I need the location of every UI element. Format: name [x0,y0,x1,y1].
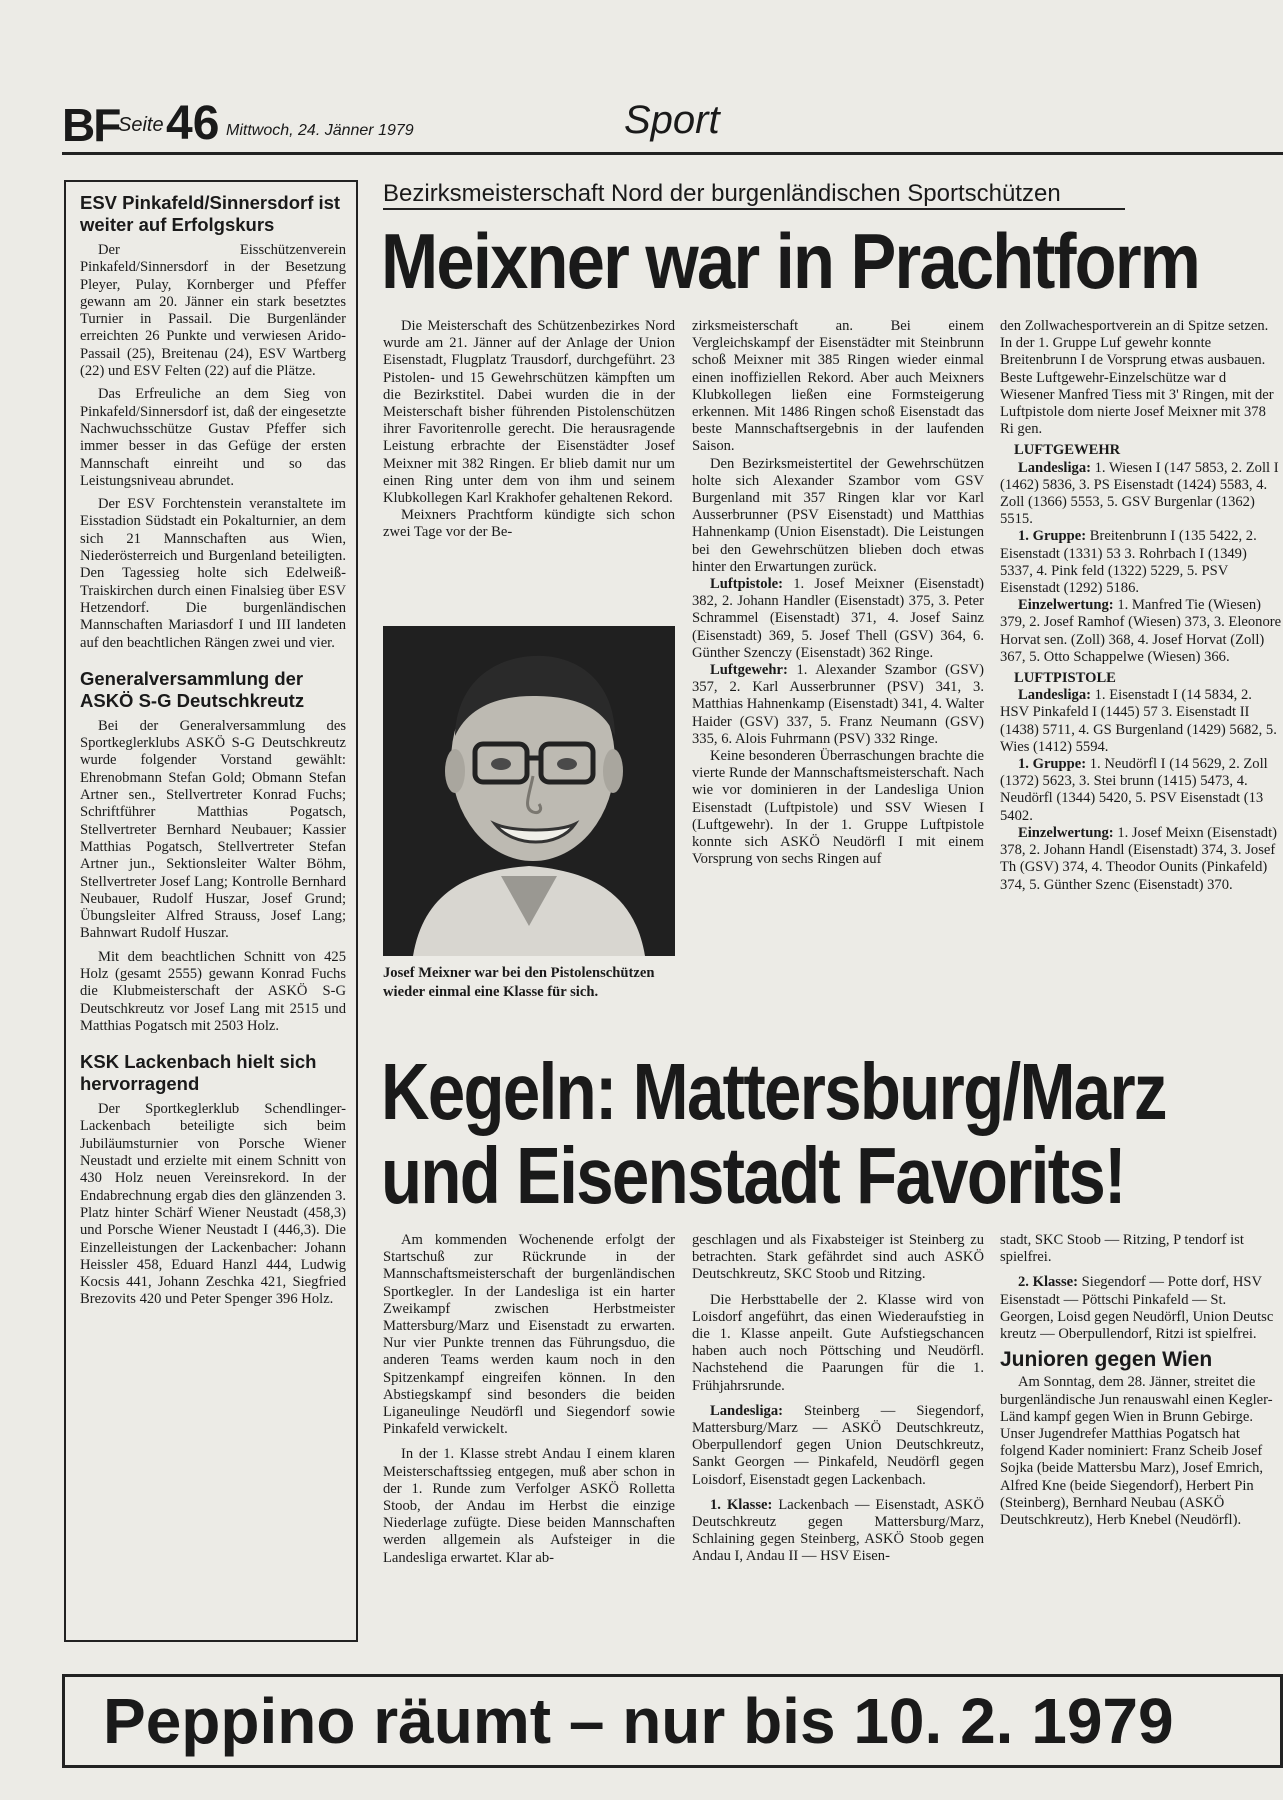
result-text: 1. Manfred Tie (Wiesen) 379, 2. Josef Ramhof (Wiesen) 373, 3. Eleonore Horvat sen. (Zoll) 368, 4. Josef Horvat (Zoll) 367, 5. Otto Schappelwe (Wiesen) 366. [1000,597,1282,665]
result-text: Siegendorf — Potte dorf, HSV Eisenstadt — Pöttschi Pinkafeld — St. Georgen, Loisd gegen Neudörfl, Union Deutsc kreutz — Oberpullendorf, Ritzi ist spielfrei. [1000,1274,1274,1343]
article-paragraph: geschlagen und als Fixabsteiger ist Steinberg zu betrachten. Stark gefährdet sind auch ASKÖ Deutschkreutz, SKC Stoob und Ritzing. [692,1232,984,1283]
result-label: 1. Klasse: [710,1496,773,1513]
article-paragraph: Am Sonntag, dem 28. Jänner, streitet die burgenländische Jun renauswahl einen Kegler-Länd kampf gegen Wien in Brunn Gebirge. Unser Jugendrefer Matthias Pogatsch hat folgend Kader nominiert: Franz Scheib Josef Sojka (beide Mattersbu Marz), Josef Emrich, Alfred Kne (beide Siegendorf), Herbert Pin (Steinberg), Bernhard Neubau (ASKÖ Deutschkreutz), Herb Knebel (Neudörfl). [1000,1374,1273,1529]
result-text: 1. Neudörfl I (14 5629, 2. Zoll (1372) 5623, 3. Stei brunn (1415) 5473, 4. Neudörfl (1344) 5420, 5. PSV Eisenstadt (13 5402. [1000,756,1268,824]
result-label: Landesliga: [1018,459,1091,476]
result-label: Landesliga: [1018,687,1091,704]
section-title: Sport [624,98,720,142]
left-paragraph: Das Erfreuliche an dem Sieg von Pinkafeld/Sinnersdorf ist, daß der eingesetzte Nachwuchsschütze Gustav Pfeffer sich immer besser in das Gefüge der ersten Mannschaft einreiht und so das Leistungsniveau abrundet. [80,386,346,489]
result-text: 1. Josef Meixner (Eisenstadt) 382, 2. Johann Handler (Eisenstadt) 375, 3. Peter Schrammel (Eisenstadt) 371, 4. Josef Sainz (Eisenstadt) 369, 5. Josef Thell (GSV) 364, 6. Günther Szenczy (Eisenstadt) 362 Ringe. [692,576,984,661]
result-label: Landesliga: [710,1402,783,1419]
result-text: 1. Eisenstadt I (14 5834, 2. HSV Pinkafeld I (1445) 57 3. Eisenstadt II (1438) 5711, 4. GS Burgenland (1429) 5682, 5. Wies (1412) 5594. [1000,687,1277,755]
left-paragraph: Der ESV Forchtenstein veranstaltete im Eisstadion Südstadt ein Pokalturnier, an dem sich 21 Mannschaften aus Wien, Niederösterreich und Burgenland beteiligten. Den Tagessieg holte sich Edelweiß-Traiskirchen durch einen Finalsieg über ESV Hetzendorf. Die burgenländischen Mannschaften Mariasdorf I und III landeten auf den beachtlichen Rängen zwei und vier. [80,496,346,651]
result-label: 1. Gruppe: [1018,528,1087,545]
masthead-rule [62,152,1283,155]
result-text: 1. Wiesen I (147 5853, 2. Zoll I (1462) 5836, 3. PS Eisenstadt (1424) 5583, 4. Zoll (1366) 5553, 5. GSV Burgenlar (1362) 5515. [1000,459,1279,528]
article-paragraph: Keine besonderen Überraschungen brachte die vierte Runde der Mannschaftsmeisterschaft. Nach wie vor dominieren in der Landesliga Union Eisenstadt (Luftpistole) und SSV Wiesen I (Luftgewehr). In der 1. Gruppe Luftpistole konnte sich ASKÖ Neudörfl I mit einem Vorsprung von sechs Ringen auf [692,748,984,868]
result-text: 1. Alexander Szambor (GSV) 357, 2. Karl Ausserbrunner (PSV) 341, 3. Matthias Hahnenkamp (Eisenstadt) 341, 4. Walter Haider (GSV) 337, 5. Franz Neumann (GSV) 335, 6. Alois Fuhrmann (PSV) 332 Ringe. [692,662,984,747]
result-label: Einzelwertung: [1018,824,1114,841]
result-label: Luftgewehr: [710,662,788,679]
article-paragraph: den Zollwachesportverein an di Spitze setzen. In der 1. Gruppe Luf gewehr konnte Breitenbrunn I de Vorsprung etwas ausbauen. Beste Luftgewehr-Einzelschütze war d Wiesener Manfred Tiess mit 3' Ringen, mit der Luftpistole dom nierte Josef Meixner mit 378 Ri gen. [1000,318,1274,438]
portrait-photo [383,626,675,956]
left-paragraph: Bei der Generalversammlung des Sportkeglerklubs ASKÖ S-G Deutschkreutz wurde folgender Vorstand gewählt: Ehrenobmann Stefan Gold; Obmann Stefan Artner sen., Stellvertreter Konrad Fuchs; Schriftführer Matthias Pogatsch, Stellvertreter Bernhard Neubauer; Kassier Matthias Pogatsch, Stellvertreter Stefan Artner jun., Sektionsleiter Walter Böhm, Stellvertreter Josef Lang; Kontrolle Bernhard Neubauer, Rudolf Huszar, Josef Grund; Übungsleiter Alfred Strauss, Josef Lang; Bahnwart Rudolf Huszar. [80,717,346,942]
portrait-image [383,626,675,956]
left-headline-2: Generalversammlung der ASKÖ S-G Deutschkreutz [80,667,305,711]
article1-column-3 [1000,318,1283,1024]
left-paragraph: Mit dem beachtlichen Schnitt von 425 Holz (gesamt 2555) gewann Konrad Fuchs die Klubmeisterschaft der ASKÖ S-G Deutschkreutz vor Josef Lang mit 2515 und Matthias Pogatsch mit 2503 Holz. [80,948,346,1034]
article-kicker: Bezirksmeisterschaft Nord der burgenländischen Sportschützen [383,180,1061,207]
article-paragraph: Den Bezirksmeistertitel der Gewehrschützen holte sich Alexander Szambor vom GSV Burgenland mit 357 Ringen klar vor Karl Ausserbrunner (PSV Eisenstadt) und Matthias Hahnenkamp (Union Eisenstadt). Die Leistungen bei den Gewehrschützen blieben doch etwas hinter den Erwartungen zurück. [692,455,984,575]
article2-column-3 [1000,1232,1283,1652]
newspaper-logo: BF [62,99,120,151]
result-text: 1. Josef Meixn (Eisenstadt) 378, 2. Johann Handl (Eisenstadt) 374, 3. Josef Th (GSV) 374, 4. Theodor Ounits (Pinkafeld) 374, 5. Günther Szenc (Eisenstadt) 370. [1000,824,1278,893]
result-text: Steinberg — Siegendorf, Mattersburg/Marz — ASKÖ Deutschkreutz, Oberpullendorf gegen Union Deutschkreutz, Sankt Georgen — Pinkafeld, Neudörfl gegen Loisdorf, Eisenstadt gegen Lackenbach. [692,1402,984,1488]
result-label: 1. Gruppe: [1018,756,1087,773]
page-label: Seite [118,114,164,136]
left-paragraph: Der Eisschützenverein Pinkafeld/Sinnersdorf in der Besetzung Pleyer, Pulay, Kornberger und Pfeffer gewann am 20. Jänner ein stark besetztes Turnier in Passail. Die Burgenländer erreichten 26 Punkte und verwiesen Arido-Passail (25), Breitenau (24), ESV Wartberg (22) und ESV Felten (22) auf die Plätze. [80,242,346,380]
advertisement-banner [62,1674,1283,1768]
article1-column-2 [692,318,984,1024]
article-paragraph: Meixners Prachtform kündigte sich schon zwei Tage vor der Be- [383,507,675,541]
photo-caption: Josef Meixner war bei den Pistolenschützen wieder einmal eine Klasse für sich. [383,965,655,1000]
article-paragraph: zirksmeisterschaft an. Bei einem Vergleichskampf der Eisenstädter mit Steinbrunn schoß Meixner mit 385 Ringen wieder einmal einen inoffiziellen Rekord. Aber auch Meixners Klubkollegen ließen eine Formsteigerung erkennen. Mit 1486 Ringen schoß Eisenstadt das beste Mannschaftsergebnis in der laufenden Saison. [692,318,984,455]
article-paragraph: Am kommenden Wochenende erfolgt der Startschuß zur Rückrunde in der Mannschaftsmeisterschaft der burgenländischen Sportkegler. In der Landesliga ist ein harter Zweikampf zwischen Herbstmeister Mattersburg/Marz und Eisenstadt zu erwarten. Nur vier Punkte trennen das Führungsduo, die anderen Teams werden kaum noch in den Spitzenkampf eingreifen können. In den Abstiegskampf sind besonders die beiden Liganeulinge Neudörfl und Siegendorf sowie Pinkafeld verwickelt. [383,1232,675,1438]
category-heading: LUFTGEWEHR [1014,442,1121,459]
headline-line-2: und Eisenstadt Favorits! [381,1131,1125,1220]
result-label: Luftpistole: [710,576,783,593]
issue-date: Mittwoch, 24. Jänner 1979 [226,122,414,139]
article2-headline [381,1047,1166,1220]
left-paragraph: Der Sportkeglerklub Schendlinger-Lackenbach beteiligte sich beim Jubiläumsturnier von Porsche Wiener Neustadt und erzielte mit einem Schnitt von 430 Holz neuen Vereinsrekord. In der Endabrechnung ergab dies den glänzenden 3. Platz hinter Schärf Wiener Neustadt (458,3) und Porsche Wiener Neustadt I (446,3). Die Einzelleistungen der Lackenbacher: Johann Heissler 458, Eduard Hanzl 444, Ludwig Kocsis 441, Johann Zeschka 421, Siegfried Brezovits 420 und Peter Spenger 396 Holz. [80,1101,346,1308]
article-paragraph: Die Meisterschaft des Schützenbezirkes Nord wurde am 21. Jänner auf der Anlage der Union Eisenstadt, Flugplatz Trausdorf, durchgeführt. 23 Pistolen- und 15 Gewehrschützen kämpften um die Bezirkstitel. Dabei wurden die in der Meisterschaft bisher führenden Pistolenschützen ihrer Favoritenrolle gerecht. Die herausragende Leistung erbrachte der Eisenstädter Josef Meixner mit 382 Ringen. Er blieb damit nur um einen Ring unter dem von ihm und seinem Klubkollegen Karl Krakhofer gehaltenen Rekord. [383,318,675,507]
article1-column-1 [383,318,675,620]
subheadline: Junioren gegen Wien [1000,1348,1213,1372]
page-number: 46 [166,97,220,150]
kicker-rule [383,208,1125,210]
article-paragraph: Die Herbsttabelle der 2. Klasse wird von Loisdorf angeführt, das einen Wiederaufstieg in die 1. Klasse anpeilt. Gute Aufstiegschancen haben auch noch Pöttsching und Neudörfl. Nachstehend die Paarungen für die 1. Frühjahrsrunde. [692,1291,984,1394]
result-label: 2. Klasse: [1018,1274,1078,1291]
article2-column-2 [692,1232,984,1652]
article-paragraph: In der 1. Klasse strebt Andau I einem klaren Meisterschaftssieg entgegen, muß aber schon in der 1. Runde zum Verfolger ASKÖ Rolletta Stoob, der Andau im Herbst die einzige Niederlage zufügte. Diese beiden Mannschaften werden allgemein als Aufsteiger in die Landesliga erwartet. Klar ab- [383,1446,675,1566]
headline-line-1: Kegeln: Mattersburg/Marz [381,1047,1166,1136]
article-paragraph: stadt, SKC Stoob — Ritzing, P tendorf ist spielfrei. [1000,1232,1244,1266]
result-label: Einzelwertung: [1018,597,1114,614]
article-headline: Meixner war in Prachtform [381,217,1200,305]
left-headline-1: ESV Pinkafeld/Sinnersdorf ist weiter auf Erfolgskurs [80,192,341,235]
left-headline-3: KSK Lackenbach hielt sich hervorragend [80,1051,317,1095]
advertisement-text: Peppino räumt – nur bis 10. 2. 1979 [103,1685,1174,1757]
result-text: Breitenbrunn I (135 5422, 2. Eisenstadt (1331) 53 3. Rohrbach I (1349) 5337, 4. Pink feld (1322) 5229, 5. PSV Eisenstadt (1292) 5186. [1000,528,1257,597]
result-text: Lackenbach — Eisenstadt, ASKÖ Deutschkreutz gegen Mattersburg/Marz, Schlaining gegen Steinberg, ASKÖ Stoob gegen Andau I, Andau II — HSV Eisen- [692,1496,984,1565]
article2-column-1 [383,1232,675,1652]
left-news-column [64,180,358,1642]
category-heading: LUFTPISTOLE [1014,670,1116,687]
masthead [62,98,1282,158]
